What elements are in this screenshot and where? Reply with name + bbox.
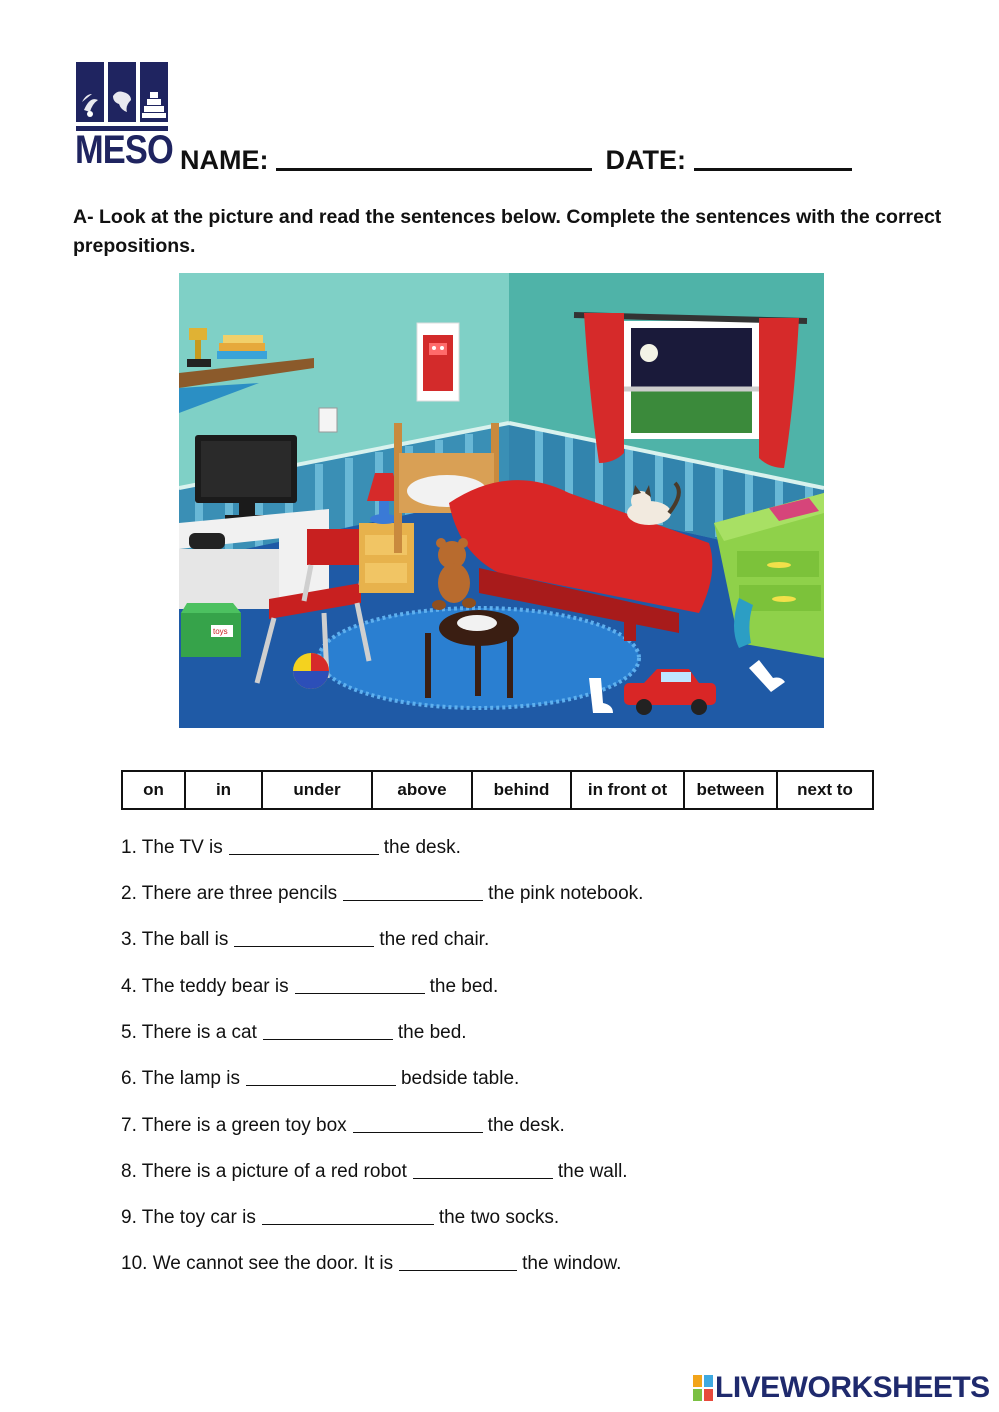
sentence-text: 10. We cannot see the door. It is: [121, 1253, 394, 1274]
answer-blank-7[interactable]: [353, 1114, 483, 1133]
answer-blank-2[interactable]: [343, 882, 483, 901]
word-bank-item: above: [372, 771, 472, 809]
sentence-10: [121, 1252, 621, 1275]
logo-panel-left: [76, 62, 104, 122]
sentence-text: 1. The TV is: [121, 837, 223, 858]
sentence-text: 3. The ball is: [121, 929, 229, 950]
liveworksheets-wordmark: LIVEWORKSHEETS: [715, 1371, 990, 1404]
sentence-3: [121, 928, 489, 951]
sentence-text: 8. There is a picture of a red robot: [121, 1161, 407, 1182]
date-field[interactable]: [694, 142, 852, 171]
logo-panel-middle: [108, 62, 136, 122]
logo-panel-right: [140, 62, 168, 122]
sentence-4: [121, 975, 498, 998]
word-bank-item: under: [262, 771, 372, 809]
name-field[interactable]: [276, 142, 592, 171]
bedroom-illustration: [179, 273, 824, 728]
green-toy-box: [181, 603, 241, 657]
sentence-8: [121, 1160, 628, 1183]
answer-blank-4[interactable]: [295, 975, 425, 994]
beach-ball: [293, 653, 329, 689]
sentence-text: 5. There is a cat: [121, 1022, 257, 1043]
robot-poster: [417, 323, 459, 401]
word-bank-item: next to: [777, 771, 873, 809]
answer-blank-3[interactable]: [234, 928, 374, 947]
meso-logo: [75, 62, 173, 172]
word-bank-item: between: [684, 771, 777, 809]
word-bank-item: behind: [472, 771, 571, 809]
word-bank-item: on: [122, 771, 185, 809]
answer-blank-9[interactable]: [262, 1206, 434, 1225]
word-bank: [121, 770, 874, 810]
sentence-text: bedside table.: [400, 1068, 520, 1089]
sentence-5: [121, 1021, 467, 1044]
word-bank-item: in front ot: [571, 771, 684, 809]
sentence-text: 2. There are three pencils: [121, 883, 338, 904]
sentence-text: 7. There is a green toy box: [121, 1115, 347, 1136]
answer-blank-5[interactable]: [263, 1021, 393, 1040]
liveworksheets-icon: [693, 1375, 713, 1401]
sentence-9: [121, 1206, 559, 1229]
sentence-text: the wall.: [557, 1161, 628, 1182]
sentence-text: the two socks.: [438, 1207, 560, 1228]
word-bank-item: in: [185, 771, 262, 809]
sentence-1: [121, 836, 461, 859]
word-bank-row: [122, 771, 873, 809]
bedside-table: [359, 523, 414, 593]
answer-blank-1[interactable]: [229, 836, 379, 855]
logo-wordmark: MESO: [75, 128, 173, 172]
sentence-text: 9. The toy car is: [121, 1207, 256, 1228]
sentence-7: [121, 1114, 565, 1137]
sentence-text: the desk.: [487, 1115, 565, 1136]
answer-blank-10[interactable]: [399, 1252, 517, 1271]
answer-blank-6[interactable]: [246, 1067, 396, 1086]
sentence-text: 6. The lamp is: [121, 1068, 240, 1089]
sentence-6: [121, 1067, 519, 1090]
name-date-line: [180, 142, 852, 176]
light-switch: [319, 408, 337, 432]
sentence-text: the window.: [522, 1253, 622, 1274]
sentence-text: the desk.: [383, 837, 461, 858]
instruction-text: A- Look at the picture and read the sentences below. Complete the sentences with the correct prepositions.: [73, 206, 942, 257]
name-label: NAME:: [180, 145, 269, 175]
answer-blank-8[interactable]: [413, 1160, 553, 1179]
sentence-text: the red chair.: [379, 929, 490, 950]
sentence-text: the pink notebook.: [488, 883, 644, 904]
sentence-text: the bed.: [429, 976, 499, 997]
sentence-text: 4. The teddy bear is: [121, 976, 289, 997]
date-label: DATE:: [605, 145, 687, 175]
sentence-2: [121, 882, 643, 905]
toy-box-label: toys: [213, 627, 228, 636]
sentence-text: the bed.: [397, 1022, 467, 1043]
